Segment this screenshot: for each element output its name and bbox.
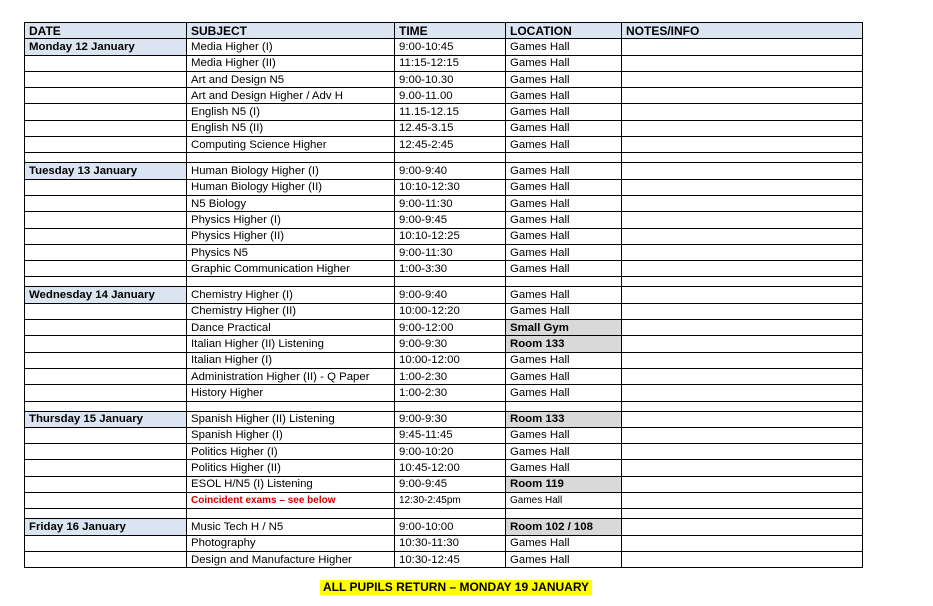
spacer-cell [187, 401, 395, 411]
location-cell: Games Hall [506, 493, 622, 509]
time-cell: 10:10-12:30 [395, 179, 506, 195]
time-cell: 9:00-9:45 [395, 476, 506, 492]
notes-cell [622, 303, 863, 319]
subject-cell: Italian Higher (II) Listening [187, 336, 395, 352]
location-cell: Games Hall [506, 228, 622, 244]
location-cell: Games Hall [506, 535, 622, 551]
location-cell: Games Hall [506, 88, 622, 104]
location-cell: Games Hall [506, 244, 622, 260]
date-cell [25, 368, 187, 384]
location-cell: Games Hall [506, 195, 622, 211]
spacer-cell [25, 401, 187, 411]
time-cell: 9:00-11:30 [395, 195, 506, 211]
location-cell: Games Hall [506, 120, 622, 136]
time-cell: 11.15-12.15 [395, 104, 506, 120]
notes-cell [622, 411, 863, 427]
date-cell [25, 444, 187, 460]
date-cell [25, 551, 187, 567]
time-cell: 10:10-12:25 [395, 228, 506, 244]
notes-cell [622, 244, 863, 260]
location-cell: Games Hall [506, 55, 622, 71]
notes-cell [622, 212, 863, 228]
notes-cell [622, 519, 863, 535]
date-cell [25, 303, 187, 319]
notes-cell [622, 195, 863, 211]
subject-cell: Italian Higher (I) [187, 352, 395, 368]
spacer-cell [506, 277, 622, 287]
table-row [25, 88, 863, 104]
notes-cell [622, 427, 863, 443]
subject-cell: Art and Design Higher / Adv H [187, 88, 395, 104]
date-cell: Thursday 15 January [25, 411, 187, 427]
subject-cell: Dance Practical [187, 320, 395, 336]
spacer-cell [25, 509, 187, 519]
date-cell [25, 212, 187, 228]
notes-cell [622, 179, 863, 195]
location-cell: Games Hall [506, 179, 622, 195]
header-subject: SUBJECT [187, 23, 395, 39]
location-cell: Games Hall [506, 39, 622, 55]
location-cell: Games Hall [506, 104, 622, 120]
header-date: DATE [25, 23, 187, 39]
table-row [25, 368, 863, 384]
notes-cell [622, 336, 863, 352]
time-cell: 9.00-11.00 [395, 88, 506, 104]
subject-cell: Photography [187, 535, 395, 551]
notes-cell [622, 460, 863, 476]
subject-cell: Politics Higher (I) [187, 444, 395, 460]
time-cell: 9:00-9:40 [395, 287, 506, 303]
time-cell: 9:00-9:45 [395, 212, 506, 228]
time-cell: 10:45-12:00 [395, 460, 506, 476]
spacer-cell [395, 153, 506, 163]
time-cell: 1:00-2:30 [395, 368, 506, 384]
date-cell [25, 244, 187, 260]
table-row [25, 163, 863, 179]
table-row [25, 120, 863, 136]
table-row [25, 179, 863, 195]
header-notes: NOTES/INFO [622, 23, 863, 39]
spacer-cell [25, 153, 187, 163]
notes-cell [622, 287, 863, 303]
table-row [25, 411, 863, 427]
spacer-cell [395, 277, 506, 287]
date-cell [25, 195, 187, 211]
header-location: LOCATION [506, 23, 622, 39]
date-cell: Wednesday 14 January [25, 287, 187, 303]
spacer-row [25, 153, 863, 163]
table-row [25, 336, 863, 352]
subject-cell: Media Higher (II) [187, 55, 395, 71]
date-cell [25, 320, 187, 336]
table-row [25, 137, 863, 153]
subject-cell: Spanish Higher (II) Listening [187, 411, 395, 427]
location-cell: Room 133 [506, 411, 622, 427]
notes-cell [622, 551, 863, 567]
table-row [25, 460, 863, 476]
time-cell: 9:45-11:45 [395, 427, 506, 443]
table-row [25, 39, 863, 55]
time-cell: 12:30-2:45pm [395, 493, 506, 509]
notes-cell [622, 352, 863, 368]
table-row [25, 228, 863, 244]
notes-cell [622, 261, 863, 277]
time-cell: 1:00-2:30 [395, 385, 506, 401]
notes-cell [622, 228, 863, 244]
time-cell: 9:00-10:00 [395, 519, 506, 535]
time-cell: 9:00-11:30 [395, 244, 506, 260]
notes-cell [622, 476, 863, 492]
notes-cell [622, 55, 863, 71]
time-cell: 9:00-9:40 [395, 163, 506, 179]
spacer-cell [622, 509, 863, 519]
notes-cell [622, 535, 863, 551]
table-row [25, 352, 863, 368]
location-cell: Games Hall [506, 163, 622, 179]
location-cell: Room 102 / 108 [506, 519, 622, 535]
location-cell: Games Hall [506, 212, 622, 228]
notes-cell [622, 137, 863, 153]
subject-cell: Politics Higher (II) [187, 460, 395, 476]
subject-cell: Physics Higher (II) [187, 228, 395, 244]
location-cell: Small Gym [506, 320, 622, 336]
table-row [25, 244, 863, 260]
date-cell [25, 385, 187, 401]
date-cell: Tuesday 13 January [25, 163, 187, 179]
spacer-cell [187, 277, 395, 287]
date-cell [25, 104, 187, 120]
spacer-cell [506, 509, 622, 519]
time-cell: 9:00-10.30 [395, 71, 506, 87]
location-cell: Games Hall [506, 444, 622, 460]
date-cell [25, 228, 187, 244]
spacer-row [25, 509, 863, 519]
header-row [25, 23, 863, 39]
table-row [25, 71, 863, 87]
location-cell: Games Hall [506, 261, 622, 277]
notes-cell [622, 104, 863, 120]
time-cell: 9:00-10:20 [395, 444, 506, 460]
subject-cell: N5 Biology [187, 195, 395, 211]
date-cell [25, 460, 187, 476]
spacer-cell [187, 509, 395, 519]
notes-cell [622, 71, 863, 87]
header-time: TIME [395, 23, 506, 39]
notes-cell [622, 385, 863, 401]
location-cell: Games Hall [506, 368, 622, 384]
time-cell: 9:00-12:00 [395, 320, 506, 336]
spacer-cell [395, 509, 506, 519]
subject-cell: English N5 (I) [187, 104, 395, 120]
spacer-row [25, 277, 863, 287]
subject-cell: Computing Science Higher [187, 137, 395, 153]
subject-cell: Chemistry Higher (I) [187, 287, 395, 303]
subject-cell: English N5 (II) [187, 120, 395, 136]
date-cell: Friday 16 January [25, 519, 187, 535]
location-cell: Games Hall [506, 460, 622, 476]
location-cell: Games Hall [506, 137, 622, 153]
table-row [25, 551, 863, 567]
spacer-cell [622, 277, 863, 287]
location-cell: Games Hall [506, 287, 622, 303]
location-cell: Games Hall [506, 385, 622, 401]
spacer-cell [622, 401, 863, 411]
time-cell: 1:00-3:30 [395, 261, 506, 277]
subject-cell: Coincident exams – see below [187, 493, 395, 509]
time-cell: 10:00-12:20 [395, 303, 506, 319]
time-cell: 12:45-2:45 [395, 137, 506, 153]
date-cell [25, 88, 187, 104]
time-cell: 9:00-10:45 [395, 39, 506, 55]
notes-cell [622, 320, 863, 336]
time-cell: 9:00-9:30 [395, 411, 506, 427]
location-cell: Games Hall [506, 303, 622, 319]
date-cell [25, 476, 187, 492]
date-cell: Monday 12 January [25, 39, 187, 55]
table-row [25, 385, 863, 401]
table-row [25, 55, 863, 71]
subject-cell: Design and Manufacture Higher [187, 551, 395, 567]
subject-cell: Human Biology Higher (I) [187, 163, 395, 179]
date-cell [25, 179, 187, 195]
subject-cell: Media Higher (I) [187, 39, 395, 55]
date-cell [25, 55, 187, 71]
date-cell [25, 493, 187, 509]
subject-cell: Art and Design N5 [187, 71, 395, 87]
time-cell: 9:00-9:30 [395, 336, 506, 352]
subject-cell: Chemistry Higher (II) [187, 303, 395, 319]
table-row [25, 493, 863, 509]
table-row [25, 519, 863, 535]
spacer-cell [395, 401, 506, 411]
notes-cell [622, 163, 863, 179]
table-row [25, 444, 863, 460]
table-row [25, 287, 863, 303]
time-cell: 10:30-12:45 [395, 551, 506, 567]
location-cell: Games Hall [506, 427, 622, 443]
date-cell [25, 137, 187, 153]
subject-cell: Administration Higher (II) - Q Paper [187, 368, 395, 384]
location-cell: Games Hall [506, 352, 622, 368]
time-cell: 10:00-12:00 [395, 352, 506, 368]
subject-cell: Spanish Higher (I) [187, 427, 395, 443]
timetable-body [25, 39, 863, 568]
location-cell: Games Hall [506, 71, 622, 87]
location-cell: Games Hall [506, 551, 622, 567]
spacer-cell [506, 401, 622, 411]
date-cell [25, 336, 187, 352]
date-cell [25, 71, 187, 87]
subject-cell: Human Biology Higher (II) [187, 179, 395, 195]
time-cell: 12.45-3.15 [395, 120, 506, 136]
subject-cell: ESOL H/N5 (I) Listening [187, 476, 395, 492]
subject-cell: Physics N5 [187, 244, 395, 260]
subject-cell: Physics Higher (I) [187, 212, 395, 228]
return-notice: ALL PUPILS RETURN – MONDAY 19 JANUARY [320, 580, 592, 595]
table-row [25, 535, 863, 551]
time-cell: 11:15-12:15 [395, 55, 506, 71]
table-row [25, 104, 863, 120]
notes-cell [622, 368, 863, 384]
table-row [25, 303, 863, 319]
table-row [25, 476, 863, 492]
table-row [25, 320, 863, 336]
date-cell [25, 535, 187, 551]
table-row [25, 427, 863, 443]
date-cell [25, 352, 187, 368]
table-row [25, 261, 863, 277]
table-row [25, 212, 863, 228]
location-cell: Room 133 [506, 336, 622, 352]
notes-cell [622, 493, 863, 509]
date-cell [25, 427, 187, 443]
location-cell: Room 119 [506, 476, 622, 492]
exam-timetable [24, 22, 863, 568]
spacer-cell [187, 153, 395, 163]
notes-cell [622, 88, 863, 104]
table-row [25, 195, 863, 211]
spacer-cell [622, 153, 863, 163]
spacer-cell [25, 277, 187, 287]
time-cell: 10:30-11:30 [395, 535, 506, 551]
notes-cell [622, 39, 863, 55]
notes-cell [622, 120, 863, 136]
date-cell [25, 120, 187, 136]
subject-cell: Music Tech H / N5 [187, 519, 395, 535]
spacer-cell [506, 153, 622, 163]
subject-cell: Graphic Communication Higher [187, 261, 395, 277]
subject-cell: History Higher [187, 385, 395, 401]
spacer-row [25, 401, 863, 411]
notes-cell [622, 444, 863, 460]
date-cell [25, 261, 187, 277]
